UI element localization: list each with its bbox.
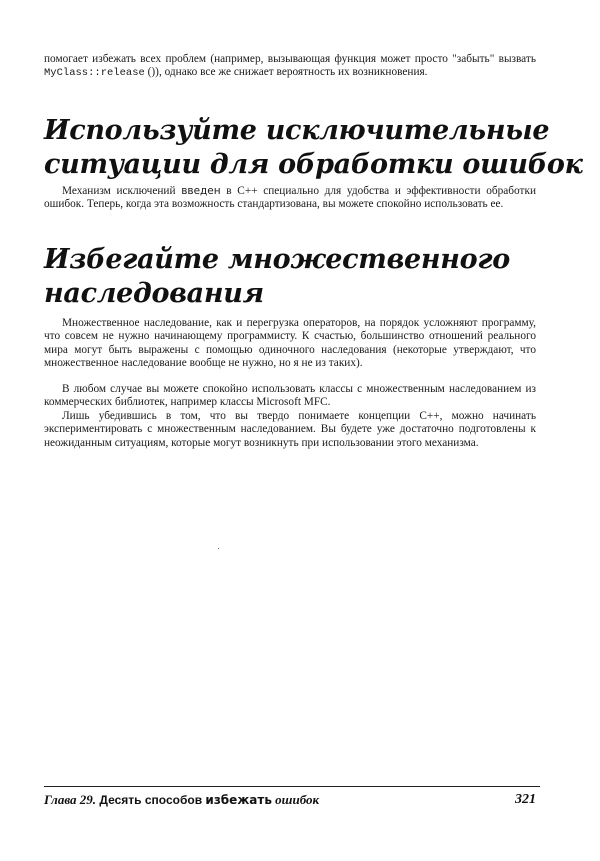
section1-text-end: в C++ специально для удобства и эффективности обработки ошибок. Теперь, когда эта возможность стандартизована, вы можете спокойно использовать ее. (44, 185, 536, 211)
chapter-number: Глава 29. (44, 792, 97, 807)
section2-paragraph-3: Лишь убедившись в том, что вы твердо понимаете концепции C++, можно начинать экспериментировать с множественным наследованием. Вы будете уже достаточно подготовлены к неожиданным ситуациям, которые могут возникнуть при использовании этого механизма. (44, 410, 536, 449)
section1-inline-term: введен (181, 185, 221, 197)
chapter-title-part: Десять способов (96, 793, 206, 807)
chapter-title-end: ошибок (271, 792, 320, 807)
section2-paragraph-1: Множественное наследование, как и перегрузка операторов, на порядок усложняют программу, что совсем не нужно начинающему программисту. К счастью, большинство отношений реального мира могут быть выражены с помощью одиночного наследования (некоторые утверждают, что множественное наследование вообще не нужно, но я не из таких). (44, 317, 536, 370)
section2-paragraph-2: В любом случае вы можете спокойно использовать классы с множественным наследованием из коммерческих библиотек, например классы Microsoft MFC. (44, 383, 536, 409)
section1-heading-line1: Используйте исключительные (44, 115, 550, 146)
footer-chapter-title (44, 792, 319, 808)
section2-heading-line1: Избегайте множественного (44, 244, 510, 275)
section1-text-start: Механизм исключений (62, 185, 182, 197)
intro-text-start: помогает избежать всех проблем (например, вызывающая функция может просто "забыть" вызвать (44, 53, 536, 65)
section2-heading-line2: наследования (44, 278, 264, 309)
section1-heading-line2: ситуации для обработки ошибок (44, 149, 583, 180)
page-number: 321 (515, 792, 536, 807)
page-footer (44, 792, 540, 810)
intro-paragraph (44, 53, 536, 81)
intro-text-end: ()), однако все же снижает вероятность их возникновения. (144, 66, 428, 79)
scan-speck (218, 548, 219, 549)
footer-rule (44, 786, 540, 787)
section1-paragraph (44, 185, 536, 212)
intro-code: MyClass::release (44, 67, 145, 80)
chapter-title-emphasis: избежать (205, 793, 272, 807)
